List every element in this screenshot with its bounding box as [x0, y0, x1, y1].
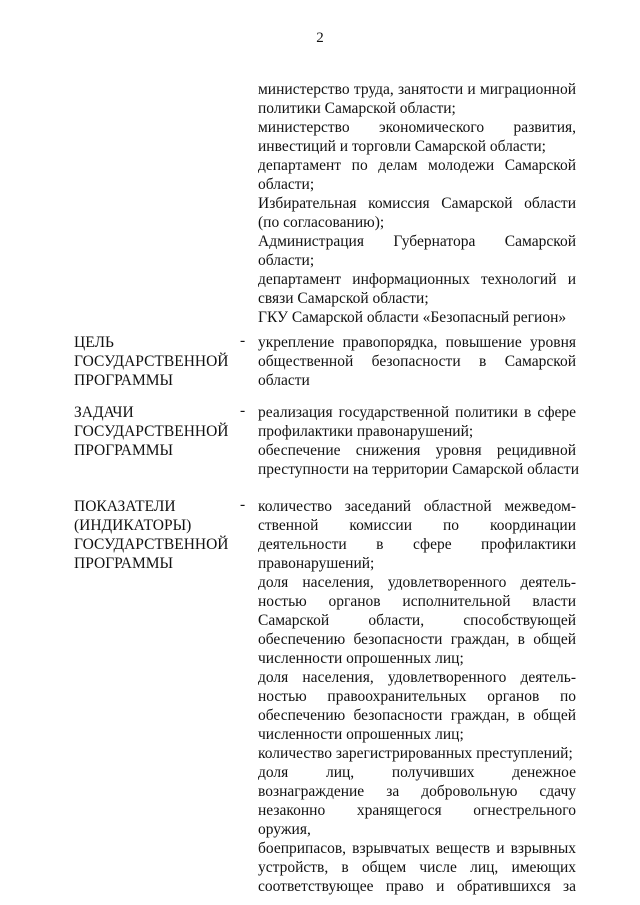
section-text-line: области — [258, 372, 310, 389]
section-text-line: численности опрошенных лиц; — [258, 650, 464, 667]
section-label-line: ПРОГРАММЫ — [74, 555, 174, 572]
section-label-line: ЦЕЛЬ — [74, 334, 114, 351]
executor-line: области; — [258, 176, 315, 193]
section-text-line: численности опрошенных лиц; — [258, 726, 464, 743]
section-label-line: ГОСУДАРСТВЕННОЙ — [74, 536, 229, 553]
indicators-dash: - — [240, 496, 246, 513]
executor-line: департамент по делам молодежи Самарской — [258, 157, 576, 174]
section-label-line: ПРОГРАММЫ — [74, 442, 174, 459]
indicators-text — [258, 497, 576, 896]
section-text-line: боеприпасов, взрывчатых веществ и взрывных — [258, 840, 576, 857]
section-label-line: ГОСУДАРСТВЕННОЙ — [74, 423, 229, 440]
tasks-label — [74, 403, 239, 460]
section-label-line: ГОСУДАРСТВЕННОЙ — [74, 353, 229, 370]
section-text-line: доля населения, удовлетворенного деятель- — [258, 669, 576, 686]
section-text-line: правонарушений; — [258, 555, 375, 572]
section-text-line: укрепление правопорядка, повышение уровня — [258, 334, 576, 351]
executor-line: (по согласованию); — [258, 214, 385, 231]
section-label-line: ПОКАЗАТЕЛИ — [74, 498, 176, 515]
indicators-label — [74, 497, 239, 573]
section-label-line: ЗАДАЧИ — [74, 404, 134, 421]
section-text-line: преступности на территории Самарской области — [258, 461, 579, 478]
executor-line: области; — [258, 252, 315, 269]
section-text-line: деятельности в сфере профилактики — [258, 536, 576, 553]
executor-line: министерство экономического развития, — [258, 119, 576, 136]
section-text-line: доля лиц, получивших денежное — [258, 764, 576, 781]
tasks-text — [258, 403, 579, 479]
goal-label — [74, 333, 239, 390]
section-text-line: реализация государственной политики в сфере — [258, 404, 576, 421]
executor-line: инвестиций и торговли Самарской области; — [258, 138, 546, 155]
goal-text — [258, 333, 576, 390]
goal-dash: - — [240, 332, 246, 349]
section-text-line: общественной безопасности в Самарской — [258, 353, 576, 370]
responsible-executors-block — [258, 80, 576, 327]
section-label-line: (ИНДИКАТОРЫ) — [74, 517, 192, 534]
section-text-line: незаконно хранящегося огнестрельного оружия, — [258, 802, 576, 838]
section-text-line: количество заседаний областной межведом- — [258, 498, 576, 515]
section-label-line: ПРОГРАММЫ — [74, 372, 174, 389]
section-text-line: ностью органов исполнительной власти — [258, 593, 576, 610]
section-text-line: обеспечению безопасности граждан, в общей — [258, 707, 576, 724]
executor-line: политики Самарской области; — [258, 100, 456, 117]
page-number: 2 — [316, 30, 324, 46]
section-text-line: обеспечению безопасности граждан, в общей — [258, 631, 576, 648]
section-text-line: соответствующее право и обратившихся за — [258, 878, 576, 895]
section-text-line: ственной комиссии по координации — [258, 517, 576, 534]
executor-line: министерство труда, занятости и миграционной — [258, 81, 576, 98]
section-text-line: Самарской области, способствующей — [258, 612, 576, 629]
executor-line: связи Самарской области; — [258, 290, 429, 307]
executor-line: ГКУ Самарской области «Безопасный регион» — [258, 309, 567, 326]
executor-line: Администрация Губернатора Самарской — [258, 233, 576, 250]
section-text-line: вознаграждение за добровольную сдачу — [258, 783, 576, 800]
section-text-line: профилактики правонарушений; — [258, 423, 474, 440]
section-text-line: ностью правоохранительных органов по — [258, 688, 576, 705]
section-text-line: устройств, в общем числе лиц, имеющих — [258, 859, 576, 876]
executor-line: департамент информационных технологий и — [258, 271, 576, 288]
section-text-line: обеспечение снижения уровня рецидивной — [258, 442, 576, 459]
section-text-line: доля населения, удовлетворенного деятель- — [258, 574, 576, 591]
executor-line: Избирательная комиссия Самарской области — [258, 195, 576, 212]
tasks-dash: - — [240, 402, 246, 419]
section-text-line: количество зарегистрированных преступлений; — [258, 745, 573, 762]
